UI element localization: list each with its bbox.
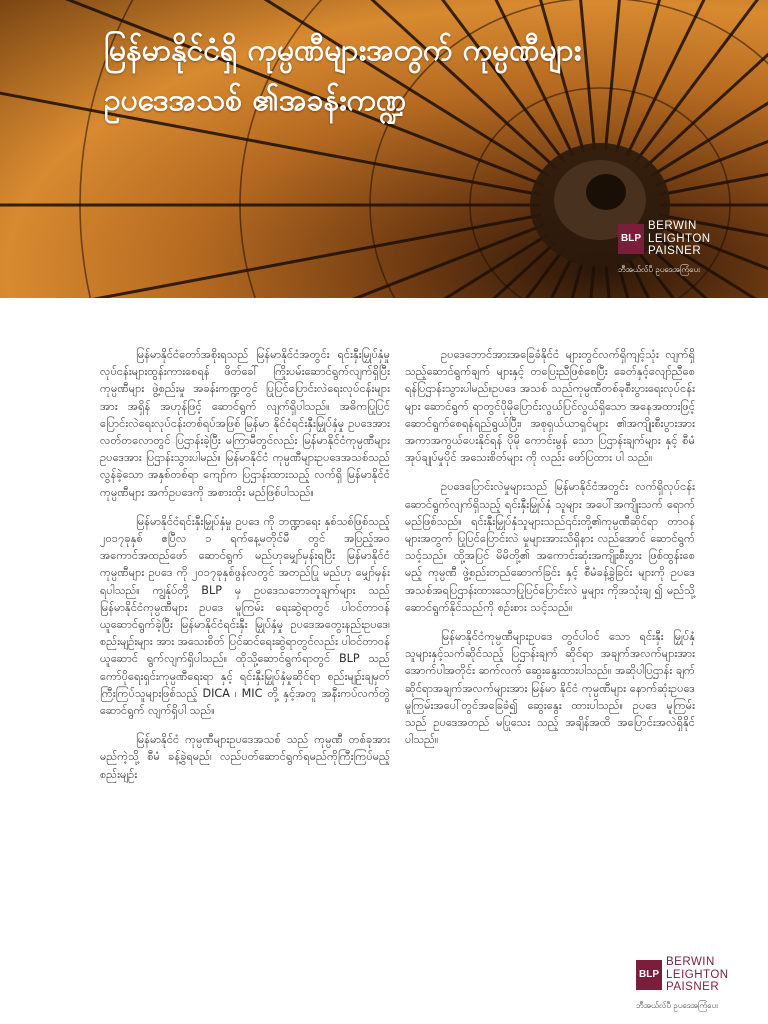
logo-wordmark: [648, 220, 711, 258]
umbrella-rib: [0, 242, 556, 298]
logo-wordmark: [666, 956, 729, 994]
logo-line-1: BERWIN: [648, 220, 697, 232]
logo-line-3: PAISNER: [648, 245, 702, 257]
paragraph: ဥပဒေပြောင်းလဲမှုများသည် မြန်မာနိုင်ငံအတွင်း လက်ရှိလုပ်ငန်းဆောင်ရွက်လျက်ရှိသည့် ရင်းနှီးမြှုပ်နှံ သူများ အပေါ်အကျိုးသက် ရောက်မည်ဖြစ်သည်။ ရင်းနှီးမြှုပ်နှံသူများသည်၎င်းတို့၏ကုမ္ပဏီဆိုင်ရာ တာဝန် များအတွက် ပြုပြင်ပြောင်းလဲ မှုများအားသိရှိနား လည်အောင် ဆောင်ရွက်သင့်သည်။ ထို့အပြင် မိမိတို့၏ အကောင်းဆုံးအကျိုးစီးပွား ဖြစ်ထွန်းစေမည့် ကုမ္ပဏီ ဖွဲ့စည်းတည်ဆောက်ခြင်း နှင့် စီမံခန့်ခွဲခြင်း များကို ဥပဒေအသစ်အရပြဌာန်းထားသောပြုပြင်ပြောင်းလဲ မှုများ ကိုအသုံးချ ၍ မည်သို့ဆောင်ရွက်နိုင်သည်ကို စဉ်းစား သင့်သည်။: [405, 480, 695, 614]
blp-logo-bottom: [636, 956, 766, 1014]
blp-mark: BLP: [636, 960, 662, 990]
title-line-1: မြန်မာနိုင်ငံရှိ ကုမ္ပဏီများအတွက် ကုမ္ပဏီများ: [104, 33, 582, 68]
logo-tagline: ဘီအယ်လ်ပီ ဥပဒေအကြံပေး: [636, 1001, 719, 1010]
left-column: [100, 346, 390, 795]
header-banner: [0, 0, 768, 298]
paragraph: မြန်မာနိုင်ငံရင်းနှီးမြှုပ်နှံမှု ဥပဒေ ကို ဘဏ္ဍာရေး နှစ်သစ်ဖြစ်သည့် ၂၀၁၇ခုနှစ် ဧပြီလ ၁ ရက်နေ့မတိုင်မီ တွင် အပြည့်အဝ အကောင်အထည်ဖော် ဆောင်ရွက် မည်ဟုမျှော်မှန်းရပြီး မြန်မာနိုင်ငံ ကုမ္ပဏီများ ဥပဒေ ကို ၂၀၁၇ခုနှစ်ဖွန်လတွင် အတည်ပြု မည်ဟု မျှော်မှန်း ရပါသည်။ ကျွန်ုပ်တို့ BLP မှ ဥပဒေသဘောတူချက်များ သည် မြန်မာနိုင်ငံကုမ္ပဏီများ ဥပဒေ မူကြမ်း ရေးဆွဲရာတွင် ပါဝင်တာဝန်ယူဆောင်ရွက်ခဲ့ပြီး မြန်မာနိုင်ငံရင်းနှီး မြှုပ်နှံမှု ဥပဒေအတွေးနည်းဥပဒေ၊ စည်းမျဉ်းများ အား အသေးစိတ် ပြင်ဆင်ရေးဆွဲရာတွင်လည်း ပါဝင်တာဝန် ယူဆောင် ရွက်လျက်ရှိပါသည်။ ထိုသို့ဆောင်ရွက်ရာတွင် BLP သည် ကော်ပိုရေးရှင်းကုမ္ပဏီရေးရာ နှင့် ရင်းနှီးမြှုပ်နှံမှုဆိုင်ရာ စည်းမျဉ်းချမှတ် ကြီးကြပ်သူများဖြစ်သည့် DICA ၊ MIC တို့ နှင့်အတူ အနီးကပ်လက်တွဲ ဆောင်ရွက် လျက်ရှိပါ သည်။: [100, 514, 390, 718]
logo-line-3: PAISNER: [666, 981, 720, 993]
right-column: [405, 346, 695, 760]
blp-mark: BLP: [618, 224, 644, 254]
logo-line-2: LEIGHTON: [666, 968, 729, 981]
paragraph: မြန်မာနိုင်ငံတော်အစိုးရသည် မြန်မာနိုင်ငံအတွင်း ရင်းနှီးမြှုပ်နှံမှုလုပ်ငန်းများထွန်းကားစေရန် ဖိတ်ခေါ် ကြိုးပမ်းဆောင်ရွက်လျက်ရှိပြီး ကုမ္ပဏီများ ဖွဲ့စည်းမှု အခန်းကဏ္ဍတွင် ပြုပြင်ပြောင်းလဲရေးလုပ်ငန်းများအား အရှိန် အဟုန်ဖြင့် ဆောင်ရွက် လျက်ရှိပါသည်။ အဓိကပြုပြင်ပြောင်းလဲရေးလုပ်ငန်းတစ်ရပ်အဖြစ် မြန်မာ နိုင်ငံရင်းနှီးမြှုပ်နှံမှု ဥပဒေအား လတ်တလောတွင် ပြဌာန်းခဲ့ပြီး မကြာမီတွင်လည်း မြန်မာနိုင်ငံကုမ္ပဏီများ ဥပဒေအား ပြဌာန်းသွားပါမည်။ မြန်မာနိုင်ငံ ကုမ္ပဏီများဥပဒေအသစ်သည်လွန်ခဲ့သော အနှစ်တစ်ရာ ကျော်က ပြဌာန်းထားသည့် လက်ရှိ မြန်မာနိုင်ငံ ကုမ္ပဏီများ အက်ဥပဒေကို အစားထိုး မည်ဖြစ်ပါသည်။: [100, 348, 390, 499]
logo-tagline: ဘီအယ်လ်ပီ ဥပဒေအကြံပေး: [618, 265, 701, 274]
paragraph: မြန်မာနိုင်ငံ ကုမ္ပဏီများဥပဒေအသစ် သည် ကုမ္ပဏီ တစ်ခုအား မည်ကဲ့သို့ စီမံ ခန့်ခွဲရမည်၊ လည်ပတ်ဆောင်ရွက်ရမည်ကိုကြီးကြပ်မည့် စည်းမျဉ်း: [100, 733, 390, 781]
paragraph: ဥပဒေဘောင်အားအခြေခံနိုင်ငံ များတွင်လက်ရှိကျင့်သုံး လျက်ရှိသည့်ဆောင်ရွက်ချက် များနှင့် တပြေးညီဖြစ်စေပြီး ခေတ်နှင့်လျော်ညီစေရန်ပြဌာန်းသွားပါမည်။ဥပဒေ အသစ် သည်ကုမ္ပဏီတစ်ခုစီးပွားရေးလုပ်ငန်းများ ဆောင်ရွက် ရာတွင်ပိုမိုပြောင်းလွယ်ပြင်လွယ်ရှိသော အနေအထားဖြင့် ဆောင်ရွက်စေရန်ရည်ရွယ်ပြီး၊ အစုရှယ်ယာရှင်များ ၏အကျိုးစီးပွားအားအကာအကွယ်ပေးနိုင်ရန် ပိုမို ကောင်းမွန် သော ပြဌာန်းချက်များ နှင့် စီမံအုပ်ချုပ်မှုပိုင် အသေးစိတ်များ ကို လည်း ဖော်ပြထား ပါ သည်။: [405, 348, 695, 465]
umbrella-rib: [354, 258, 584, 298]
paragraph: မြန်မာနိုင်ငံကုမ္ပဏီများဥပဒေ တွင်ပါဝင် သော ရင်းနှီး မြှုပ်နှံသူများနှင့်သက်ဆိုင်သည့် ပြဌာန်းချက် ဆိုင်ရာ အချက်အလက်များအားအောက်ပါအတိုင်း ဆက်လက် ဆွေးနွေးထားပါသည်။ အဆိုပါပြဌာန်း ချက်ဆိုင်ရာအချက်အလက်များအား မြန်မာ နိုင်ငံ ကုမ္ပဏီများ နောက်ဆုံးဥပဒေမူကြမ်းအပေါ်တွင်အခြေခံ၍ ဆွေးနွေး ထားပါသည်။ ဥပဒေ မူကြမ်း သည် ဥပဒေအတည် မပြုသေး သည့် အချိန်အထိ အပြောင်းအလဲရှိနိုင်ပါသည်။: [405, 630, 695, 747]
logo-line-1: BERWIN: [666, 956, 715, 968]
logo-line-2: LEIGHTON: [648, 232, 711, 245]
page-title: [104, 26, 704, 126]
title-line-2: ဥပဒေအသစ် ၏အခန်းကဏ္ဍ: [104, 83, 407, 118]
blp-logo-top: [618, 220, 758, 280]
